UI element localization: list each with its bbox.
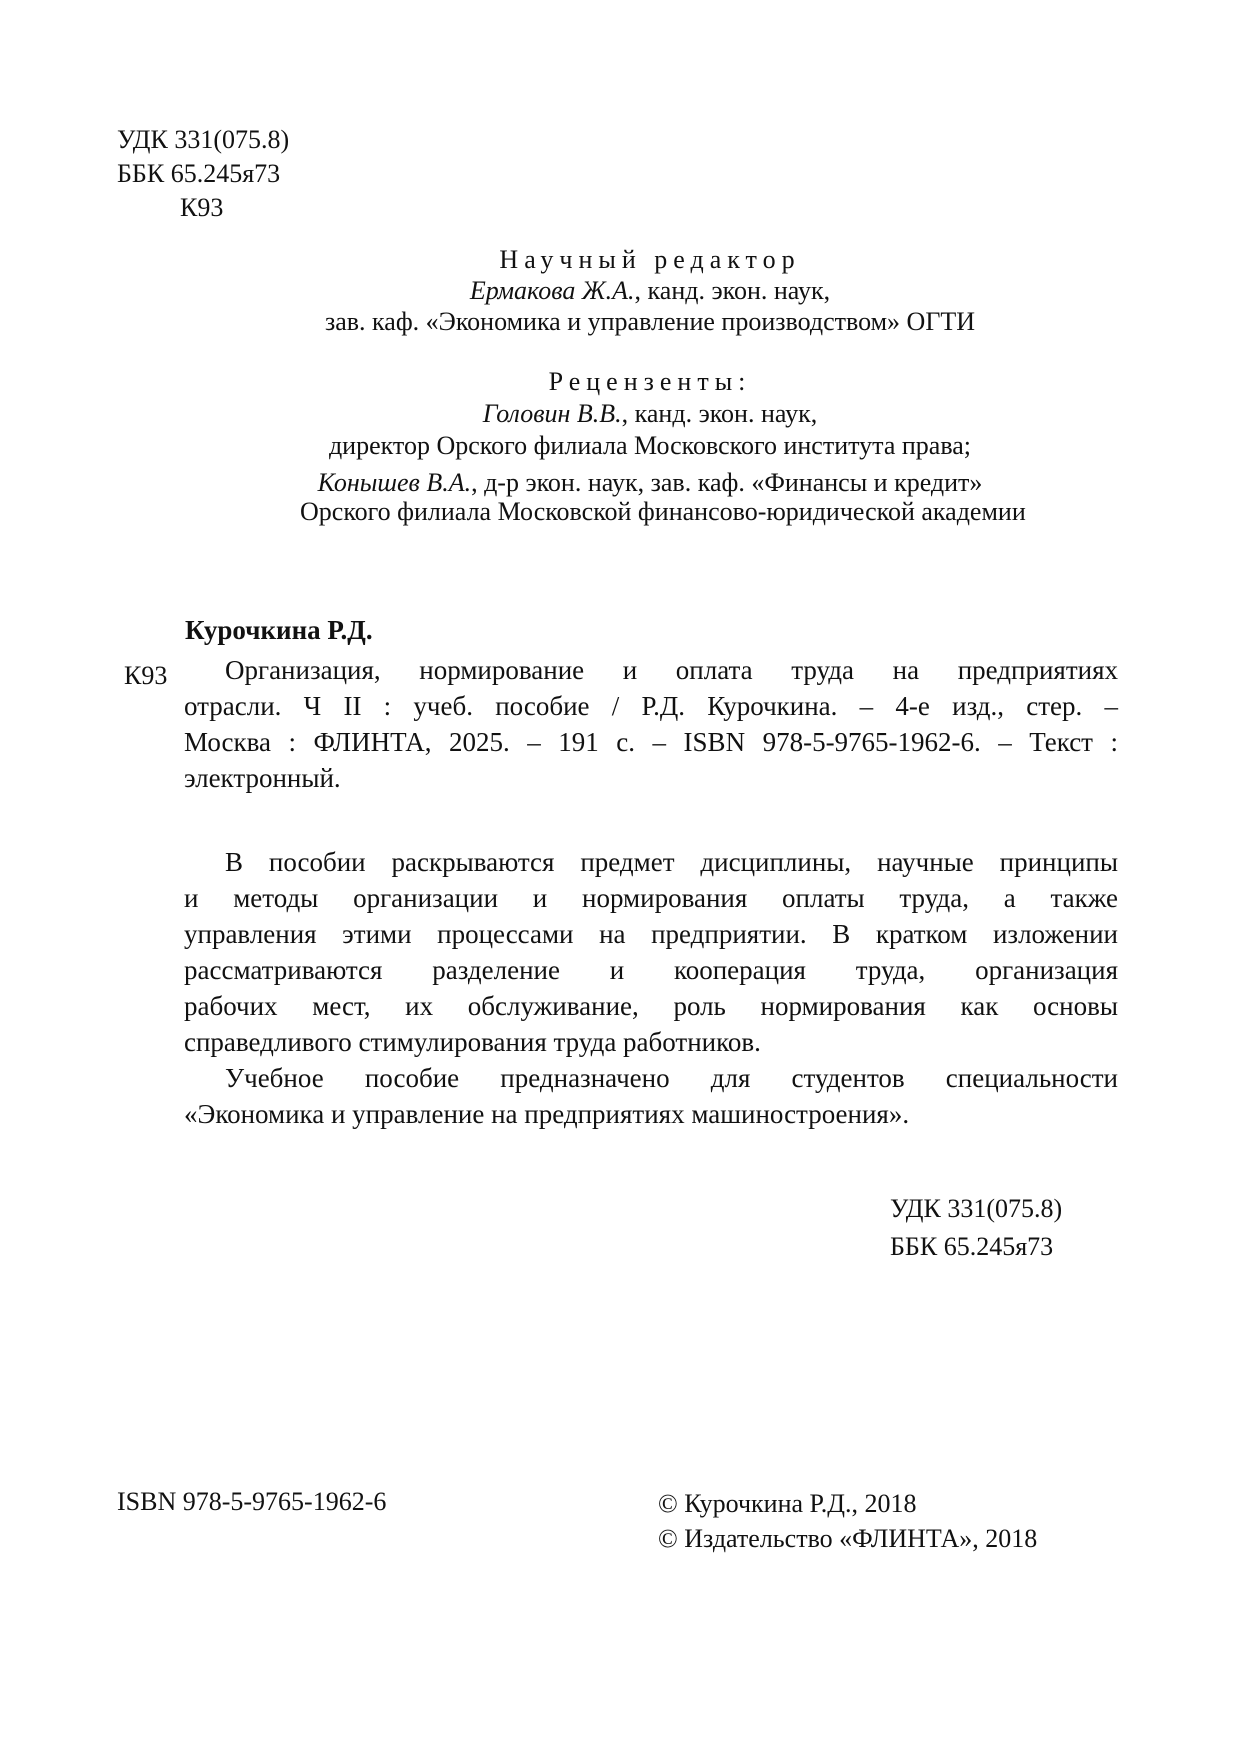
reviewers-heading: Рецензенты: [548,367,752,396]
copyright-author: © Курочкина Р.Д., 2018 [658,1489,917,1518]
editor-line [300,275,1000,307]
annotation-line: рассматриваются разделение и кооперация труда, организация [184,955,1118,985]
bib-line-2: отрасли. Ч II : учеб. пособие / Р.Д. Курочкина. – 4-е изд., стер. – [184,691,1118,721]
udk-code: УДК 331(075.8) [117,125,290,154]
bib-description [184,652,1118,796]
bib-mark: К93 [124,661,168,690]
editor-heading: Научный редактор [499,245,801,274]
annotation-paragraph-1 [184,844,1118,1060]
reviewer-2-line [300,467,1000,499]
annotation-line: «Экономика и управление на предприятиях машиностроения». [184,1099,910,1129]
annotation-line: Учебное пособие предназначено для студентов специальности [225,1063,1118,1093]
annotation-line: управления этими процессами на предприятии. В кратком изложении [184,919,1118,949]
footer-bbk-code: ББК 65.245я73 [890,1232,1054,1261]
reviewer-1-position: директор Орского филиала Московского института права; [328,431,972,460]
bib-line-4: электронный. [184,763,341,793]
reviewer-1-name: Головин В.В. [482,399,622,428]
reviewer-1-line [300,398,1000,430]
bib-author: Курочкина Р.Д. [185,615,373,645]
bib-line-3: Москва : ФЛИНТА, 2025. – 191 с. – ISBN 978-5-9765-1962-6. – Текст : [184,727,1118,757]
reviewer-2-position: Орского филиала Московской финансово-юридической академии [300,497,1026,526]
editor-position: зав. каф. «Экономика и управление производством» ОГТИ [324,307,976,336]
reviewer-1-degree: , канд. экон. наук, [621,399,818,428]
bbk-code: ББК 65.245я73 [117,159,281,188]
author-mark: К93 [180,193,224,222]
annotation-line: и методы организации и нормирования оплаты труда, а также [184,883,1118,913]
bib-line-1: Организация, нормирование и оплата труда на предприятиях [225,655,1118,685]
annotation-paragraph-2 [184,1060,1118,1132]
copyright-publisher: © Издательство «ФЛИНТА», 2018 [658,1524,1038,1553]
footer-isbn: ISBN 978-5-9765-1962-6 [117,1487,387,1516]
footer-udk-code: УДК 331(075.8) [890,1194,1063,1223]
annotation-line: В пособии раскрываются предмет дисциплины, научные принципы [225,847,1118,877]
editor-degree: , канд. экон. наук, [634,276,831,305]
annotation-line: рабочих мест, их обслуживание, роль нормирования как основы [184,991,1118,1021]
annotation-line: справедливого стимулирования труда работников. [184,1027,761,1057]
reviewer-2-name: Конышев В.А. [317,468,472,497]
reviewer-2-degree: , д-р экон. наук, зав. каф. «Финансы и кредит» [471,468,983,497]
editor-name: Ермакова Ж.А. [469,276,635,305]
